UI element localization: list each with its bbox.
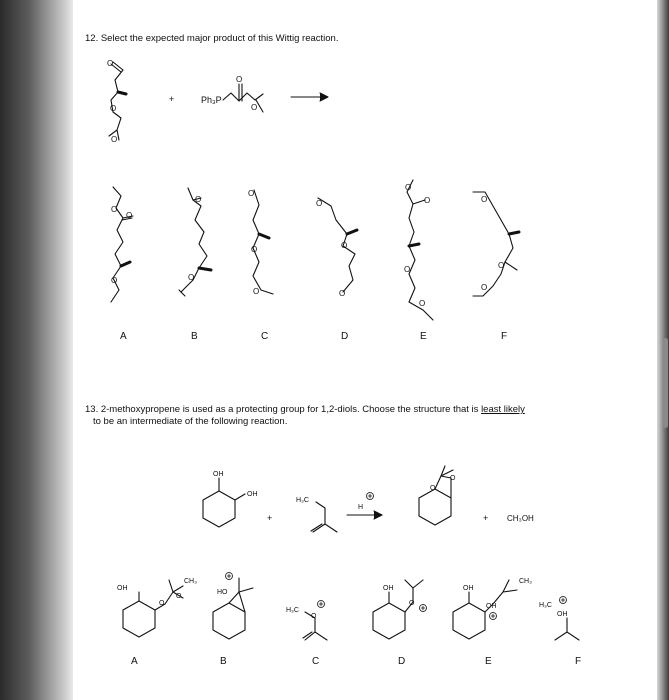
choice-e-oh-2: OH xyxy=(486,603,497,610)
svg-text:O: O xyxy=(339,289,346,298)
q12-choice-c-structure xyxy=(248,189,273,296)
q12-choice-label-f: F xyxy=(501,331,508,342)
q12-choice-label-c: C xyxy=(261,331,269,342)
methanol-byproduct: CH₃OH xyxy=(507,514,534,523)
svg-text:O: O xyxy=(111,135,118,144)
q13-choice-label-a: A xyxy=(131,656,138,667)
svg-text:O: O xyxy=(405,183,412,192)
svg-text:O: O xyxy=(253,287,260,296)
methoxy-h3c: H₃C xyxy=(296,497,309,504)
q13-acetonide-product xyxy=(419,466,456,525)
choice-b-ho: HO xyxy=(217,589,228,596)
reaction-arrow-1 xyxy=(291,93,328,101)
svg-text:O: O xyxy=(481,283,488,292)
diol-oh-1: OH xyxy=(213,471,224,478)
svg-text:O: O xyxy=(404,265,411,274)
svg-text:O: O xyxy=(126,211,133,220)
choice-e-oh-1: OH xyxy=(463,585,474,592)
choice-f-oh: OH xyxy=(557,611,568,618)
q12-ylide-reactant xyxy=(201,75,263,112)
choice-f-h3c: H₃C xyxy=(539,602,552,609)
svg-text:O: O xyxy=(176,593,182,600)
svg-text:O: O xyxy=(311,613,317,620)
q13-choice-e-structure xyxy=(453,578,532,639)
choice-c-h3c: H₃C xyxy=(286,607,299,614)
svg-text:O: O xyxy=(111,205,118,214)
q13-prompt-line2: to be an intermediate of the following reaction. xyxy=(93,416,288,427)
q12-choice-b-structure xyxy=(179,188,211,296)
q12-plus-1: + xyxy=(169,94,175,104)
q13-plus-2: + xyxy=(483,513,489,523)
svg-text:O: O xyxy=(450,475,456,482)
question-13-prompt xyxy=(85,404,645,428)
q12-choice-f-structure xyxy=(473,192,519,296)
svg-text:O: O xyxy=(159,600,165,607)
q12-choice-label-e: E xyxy=(420,331,427,342)
ylide-ph3p-label: Ph₃P xyxy=(201,95,222,105)
svg-text:O: O xyxy=(107,59,114,68)
q13-choice-a-structure xyxy=(117,578,197,637)
q13-choice-label-c: C xyxy=(312,656,320,667)
q12-choice-a-structure xyxy=(111,187,133,302)
choice-d-oh: OH xyxy=(383,585,394,592)
svg-text:O: O xyxy=(248,189,255,198)
q13-choice-b-structure xyxy=(213,573,253,640)
q13-diol-reactant xyxy=(203,471,258,527)
q12-choice-e-structure xyxy=(404,180,433,320)
q13-choice-d-structure xyxy=(373,580,427,639)
acid-catalyst-h: H xyxy=(358,504,364,511)
svg-text:O: O xyxy=(419,299,426,308)
choice-a-oh: OH xyxy=(117,585,128,592)
svg-text:O: O xyxy=(195,195,202,204)
svg-text:O: O xyxy=(430,485,436,492)
svg-text:O: O xyxy=(188,273,195,282)
q12-choice-d-structure xyxy=(316,198,357,298)
choice-a-ch3: CH₃ xyxy=(184,578,197,585)
document-page xyxy=(73,0,657,700)
q13-choice-f-structure xyxy=(539,597,579,641)
scrollbar-thumb[interactable] xyxy=(663,338,668,428)
q13-plus-1: + xyxy=(267,513,273,523)
scrollbar-track[interactable] xyxy=(657,0,669,700)
q13-prompt-emphasis: least likely xyxy=(481,404,525,415)
choice-e-ch3: CH₃ xyxy=(519,578,532,585)
svg-text:O: O xyxy=(481,195,488,204)
svg-text:O: O xyxy=(251,103,258,112)
diol-oh-2: OH xyxy=(247,491,258,498)
svg-text:O: O xyxy=(236,75,243,84)
q12-choice-label-a: A xyxy=(120,331,127,342)
svg-text:O: O xyxy=(424,196,431,205)
question-12-prompt: 12. Select the expected major product of this Wittig reaction. xyxy=(85,33,339,44)
q13-choice-label-f: F xyxy=(575,656,582,667)
q12-choice-label-b: B xyxy=(191,331,198,342)
q13-choice-c-structure xyxy=(286,601,327,641)
svg-text:O: O xyxy=(498,261,505,270)
chemistry-structures xyxy=(73,0,657,700)
q13-methoxypropene-reactant xyxy=(296,497,337,532)
q13-choice-label-e: E xyxy=(485,656,492,667)
window-shadow-left xyxy=(0,0,73,700)
q13-prompt-line1: 13. 2-methoxypropene is used as a protecting group for 1,2-diols. Choose the structure that is xyxy=(85,404,482,415)
q13-choice-label-b: B xyxy=(220,656,227,667)
svg-text:O: O xyxy=(111,276,118,285)
q12-aldehyde-reactant xyxy=(107,59,126,144)
q13-choice-label-d: D xyxy=(398,656,406,667)
svg-text:O: O xyxy=(251,245,258,254)
svg-text:O: O xyxy=(341,241,348,250)
q12-choice-label-d: D xyxy=(341,331,349,342)
svg-text:O: O xyxy=(316,199,323,208)
svg-text:O: O xyxy=(409,600,415,607)
reaction-arrow-2 xyxy=(347,493,382,520)
svg-text:O: O xyxy=(110,104,117,113)
